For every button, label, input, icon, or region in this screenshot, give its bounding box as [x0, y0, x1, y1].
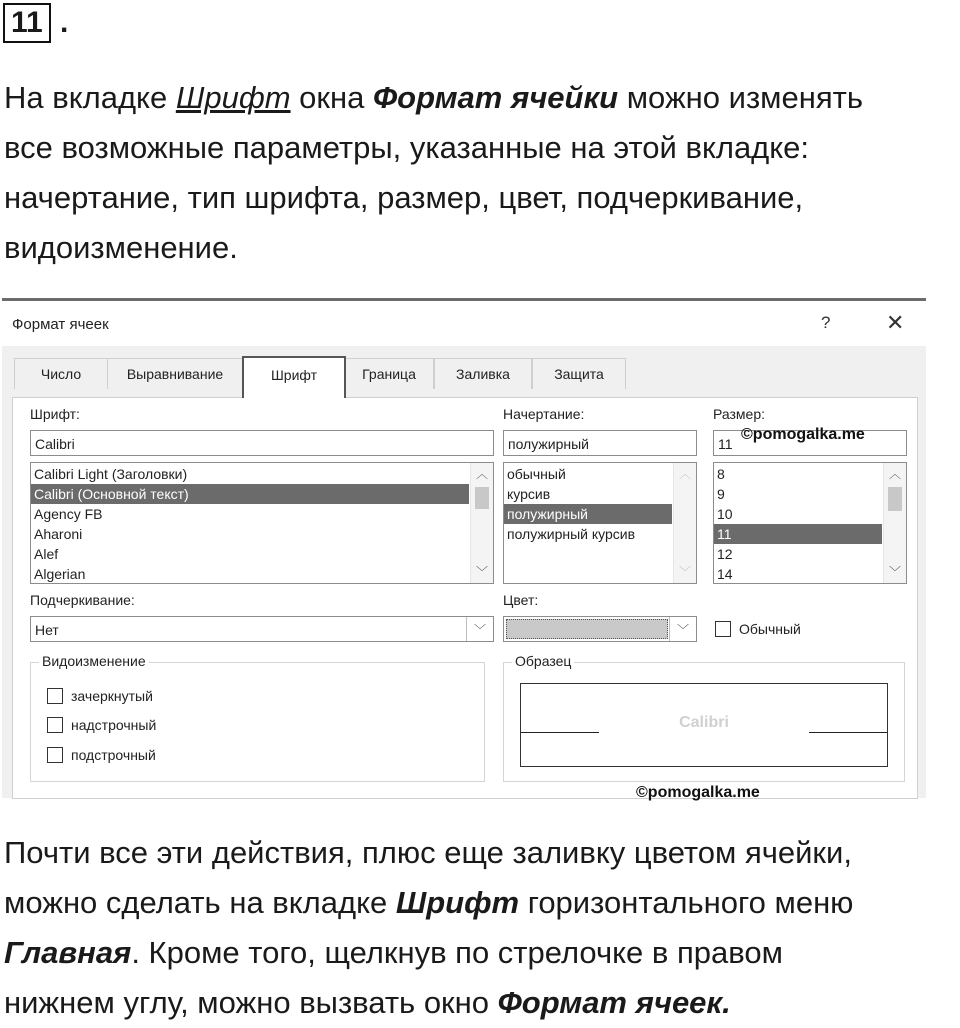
list-item[interactable]: обычный: [507, 466, 566, 482]
subscript-label: подстрочный: [71, 747, 156, 763]
list-item[interactable]: Alef: [34, 546, 59, 562]
list-item[interactable]: 8: [717, 466, 725, 482]
intro-text: окна: [290, 80, 373, 115]
preview-text: Calibri: [679, 714, 729, 731]
scroll-thumb[interactable]: [888, 487, 902, 511]
scroll-up-icon[interactable]: ︿: [888, 467, 901, 481]
chevron-down-icon[interactable]: ﹀: [669, 617, 696, 641]
watermark: ©pomogalka.me: [636, 784, 760, 801]
dialog-title: Формат ячеек: [12, 316, 109, 333]
font-style-input[interactable]: полужирный: [503, 430, 697, 456]
list-item[interactable]: курсив: [507, 486, 551, 502]
strikethrough-checkbox[interactable]: [47, 688, 63, 704]
tab-protection[interactable]: Защита: [532, 358, 626, 389]
list-item-selected[interactable]: полужирный: [504, 504, 672, 524]
color-swatch: [506, 619, 668, 639]
tab-font[interactable]: Шрифт: [242, 356, 346, 398]
list-item[interactable]: 14: [717, 566, 733, 582]
intro-text: На вкладке: [4, 80, 176, 115]
intro-paragraph: [4, 73, 959, 273]
superscript-checkbox[interactable]: [47, 717, 63, 733]
conclusion-text: можно сделать на вкладке: [4, 885, 396, 920]
font-list-scrollbar[interactable]: [470, 463, 493, 583]
scroll-up-icon[interactable]: ︿: [475, 467, 488, 481]
intro-line-4: видоизменение.: [4, 230, 238, 265]
preview-baseline-right: [809, 732, 887, 733]
font-style-list[interactable]: [503, 462, 697, 584]
list-item-selected[interactable]: Calibri (Основной текст): [31, 484, 469, 504]
font-size-input[interactable]: 11: [713, 430, 907, 456]
font-tab-mention: Шрифт: [175, 80, 291, 115]
subscript-checkbox[interactable]: [47, 747, 63, 763]
tabs-area: [2, 346, 926, 798]
preview-group: [503, 653, 905, 782]
conclusion-text: горизонтального меню: [519, 885, 854, 920]
font-name-input[interactable]: Calibri: [30, 430, 494, 456]
list-item[interactable]: 10: [717, 506, 733, 522]
format-cells-dialog: [2, 301, 926, 798]
list-item[interactable]: Aharoni: [34, 526, 83, 542]
size-list-scrollbar[interactable]: [883, 463, 906, 583]
underline-select[interactable]: [30, 616, 494, 642]
list-item[interactable]: 9: [717, 486, 725, 502]
font-label: Шрифт:: [30, 406, 80, 422]
conclusion-text: . Кроме того, щелкнув по стрелочке в правом: [131, 935, 783, 970]
scroll-down-icon[interactable]: ﹀: [678, 565, 691, 579]
effects-title: Видоизменение: [39, 653, 149, 669]
format-cell-mention: Формат ячейки: [372, 80, 619, 115]
list-item[interactable]: 12: [717, 546, 733, 562]
home-menu-mention: Главная: [4, 935, 132, 970]
font-tab-mention: Шрифт: [395, 885, 520, 920]
strikethrough-label: зачеркнутый: [71, 688, 153, 704]
preview-baseline-left: [521, 732, 599, 733]
scroll-down-icon[interactable]: ﹀: [475, 565, 488, 579]
list-item[interactable]: Calibri Light (Заголовки): [34, 466, 188, 482]
watermark: ©pomogalka.me: [741, 426, 865, 443]
scroll-thumb[interactable]: [475, 487, 489, 509]
list-item[interactable]: Agency FB: [34, 506, 103, 522]
tab-border[interactable]: Граница: [344, 358, 434, 389]
conclusion-text: нижнем углу, можно вызвать окно: [4, 985, 498, 1020]
effects-group: [30, 653, 485, 782]
font-tab-panel: [12, 397, 918, 799]
list-item-selected[interactable]: 11: [714, 524, 882, 544]
format-cells-mention: Формат ячеек.: [497, 985, 731, 1020]
conclusion-line-1: Почти все эти действия, плюс еще заливку цветом ячейки,: [4, 835, 852, 870]
help-icon[interactable]: ?: [821, 313, 831, 332]
preview-title: Образец: [512, 653, 574, 669]
color-select[interactable]: [503, 616, 697, 642]
style-list-scrollbar[interactable]: [673, 463, 696, 583]
conclusion-paragraph: [4, 828, 959, 1028]
color-label: Цвет:: [503, 592, 539, 608]
chevron-down-icon[interactable]: ﹀: [466, 617, 493, 641]
scroll-up-icon[interactable]: ︿: [678, 467, 691, 481]
normal-font-label: Обычный: [739, 621, 801, 637]
superscript-label: надстрочный: [71, 717, 157, 733]
preview-box: [520, 683, 888, 767]
underline-label: Подчеркивание:: [30, 592, 135, 608]
underline-value: Нет: [35, 622, 59, 638]
intro-text: можно изменять: [618, 80, 863, 115]
scroll-down-icon[interactable]: ﹀: [888, 565, 901, 579]
list-item[interactable]: полужирный курсив: [507, 526, 636, 542]
font-size-list[interactable]: [713, 462, 907, 584]
normal-font-checkbox[interactable]: [715, 621, 731, 637]
close-icon[interactable]: ✕: [886, 310, 905, 335]
task-number: 11: [3, 3, 51, 43]
intro-line-3: начертание, тип шрифта, размер, цвет, подчеркивание,: [4, 180, 804, 215]
tab-number[interactable]: Число: [14, 358, 108, 389]
task-number-dot: .: [60, 6, 69, 39]
tab-alignment[interactable]: Выравнивание: [107, 358, 243, 389]
list-item[interactable]: Algerian: [34, 566, 86, 582]
style-label: Начертание:: [503, 406, 585, 422]
tab-fill[interactable]: Заливка: [434, 358, 532, 389]
size-label: Размер:: [713, 406, 766, 422]
intro-line-2: все возможные параметры, указанные на этой вкладке:: [4, 130, 810, 165]
font-list[interactable]: [30, 462, 494, 584]
